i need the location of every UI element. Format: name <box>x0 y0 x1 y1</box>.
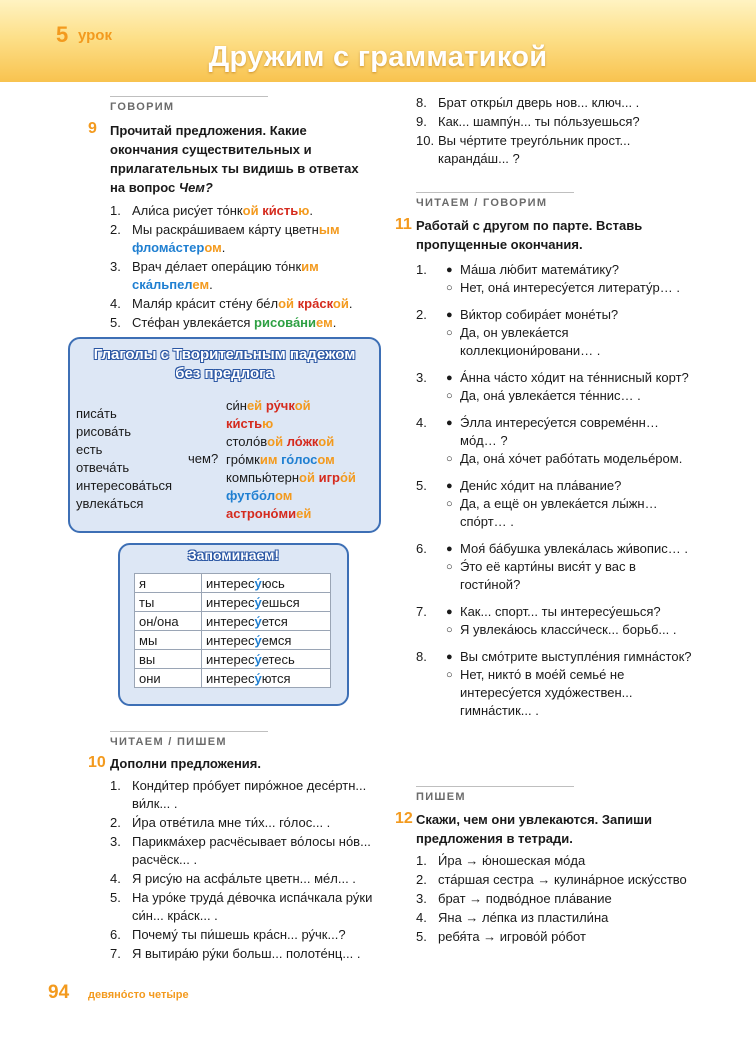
item-text: На уро́ке труда́ де́вочка испа́чкала ру́ки си́н... кра́ск... . <box>132 890 373 923</box>
verb-ending: ешься <box>261 594 300 610</box>
text-run: ом <box>275 488 293 503</box>
verb-ending: юсь <box>261 575 285 591</box>
item-number: 3. <box>416 891 427 906</box>
item-text: ребя́та → игрово́й ро́бот <box>438 929 586 944</box>
hollow-bullet-icon: ○ <box>446 327 453 339</box>
item-number: 2. <box>110 222 121 237</box>
list-item <box>110 221 380 257</box>
dialogue-question <box>446 603 696 621</box>
item-number: 1. <box>110 203 121 218</box>
item-number: 1. <box>110 778 121 793</box>
verb-ending: ется <box>261 613 288 629</box>
list-item <box>416 132 686 168</box>
list-item <box>416 94 686 112</box>
verbs-list <box>76 405 172 513</box>
page-number-words: девяно́сто четы́ре <box>88 989 189 1001</box>
item-number: 5. <box>110 890 121 905</box>
exercise-10-list <box>110 777 382 964</box>
verb-item: писа́ть <box>76 406 117 421</box>
text-run: . <box>348 296 353 311</box>
text-run: компью́терн <box>226 470 300 485</box>
text-run: ой <box>332 296 349 311</box>
item-number: 6. <box>110 927 121 942</box>
dialogue-item <box>416 306 696 360</box>
item-number: 10. <box>416 133 435 148</box>
item-text <box>132 203 313 218</box>
exercise-number-11: 11 <box>395 216 412 233</box>
text-run: гро́мк <box>226 452 260 467</box>
lesson-number: 5 <box>56 22 69 47</box>
verb-ending: емся <box>261 632 292 648</box>
pronoun-cell: вы <box>135 650 202 669</box>
dialogue-question <box>446 540 696 558</box>
text-run: Али́са рису́ет то́нк <box>132 203 243 218</box>
table-row <box>135 612 331 631</box>
dialogue-question <box>446 414 696 450</box>
list-item <box>110 945 382 963</box>
text-run: Врач де́лает опера́цию то́нк <box>132 259 302 274</box>
verbs-box-title-line2: без предлога <box>175 365 274 382</box>
answer-text: Нет, она́ интересу́ется литерату́р… . <box>460 280 680 295</box>
dialogue-question <box>446 477 696 495</box>
verb-item: интересова́ться <box>76 478 173 493</box>
table-row <box>135 593 331 612</box>
text-run: ой <box>294 398 311 413</box>
question-text: Вы смо́трите выступле́ния гимна́сток? <box>460 649 692 664</box>
objects-list <box>226 397 356 523</box>
text-run: Маля́р кра́сит сте́ну бе́л <box>132 296 279 311</box>
item-text: Парикма́хер расчёсывает во́лосы но́в... расчёск... . <box>132 834 371 867</box>
exercise-9-heading <box>110 121 368 197</box>
hollow-bullet-icon: ○ <box>446 498 453 510</box>
item-number: 5. <box>416 929 427 944</box>
exercise-9-list <box>110 202 380 333</box>
page-title: Дружим с грамматикой <box>208 41 548 73</box>
item-text: Яна → ле́пка из пластили́на <box>438 910 609 925</box>
answer-text: Э́то её карти́ны вися́т у вас в гости́ной? <box>460 559 636 592</box>
section-label-reading-writing: ЧИТАЕМ / ПИШЕМ <box>110 731 268 748</box>
hollow-bullet-icon: ○ <box>446 624 453 636</box>
question-text: Ви́ктор собира́ет моне́ты? <box>460 307 619 322</box>
item-number: 3. <box>110 259 121 274</box>
item-text: Брат откры́л дверь нов... ключ... . <box>438 95 640 110</box>
item-number: 9. <box>416 114 427 129</box>
object-item <box>226 451 356 469</box>
dialogue-answer <box>446 387 696 405</box>
list-item <box>110 889 382 925</box>
text-run: им <box>301 259 319 274</box>
text-run: ой <box>278 296 295 311</box>
verb-ending: ются <box>261 670 291 686</box>
text-run: столо́в <box>226 434 268 449</box>
dialogue-item <box>416 540 696 594</box>
hollow-bullet-icon: ○ <box>446 453 453 465</box>
list-item <box>416 928 696 946</box>
text-run: астроно́ми <box>226 506 297 521</box>
exercise-10-list-continued <box>416 94 686 169</box>
exercise-11-heading: Работай с другом по парте. Вставь пропущенные окончания. <box>416 218 643 252</box>
text-run: . <box>209 277 213 292</box>
text-run: ю <box>262 416 274 431</box>
verb-stem: интерес <box>206 670 255 686</box>
answer-text: Я увлека́юсь класси́ческ... борьб... . <box>460 622 677 637</box>
verb-stem: интерес <box>206 632 255 648</box>
verbs-box-title-line1: Глаголы с Творительным падежом <box>93 346 356 363</box>
section-label-reading-speaking: ЧИТАЕМ / ГОВОРИМ <box>416 192 574 209</box>
list-item <box>110 926 382 944</box>
stressed-vowel: у́ <box>254 651 262 667</box>
item-number: 4. <box>110 296 121 311</box>
stressed-vowel: у́ <box>254 670 262 686</box>
item-text <box>132 296 352 311</box>
verb-item: отвеча́ть <box>76 460 130 475</box>
item-number: 2. <box>110 815 121 830</box>
dialogue-answer <box>446 324 696 360</box>
verb-item: увлека́ться <box>76 496 144 511</box>
list-item <box>110 814 382 832</box>
list-item <box>416 890 696 908</box>
item-text: ста́ршая сестра → кулина́рное иску́сство <box>438 872 687 887</box>
item-number: 7. <box>110 946 121 961</box>
pronoun-cell: он/она <box>135 612 202 631</box>
filled-bullet-icon: ● <box>446 651 453 663</box>
text-run: . <box>309 203 314 218</box>
item-number: 6. <box>416 541 427 556</box>
item-number: 3. <box>110 834 121 849</box>
dialogue-answer <box>446 495 696 531</box>
pronoun-cell: мы <box>135 631 202 650</box>
header-banner <box>0 0 756 82</box>
stressed-vowel: у́ <box>254 613 262 629</box>
conjugation-table <box>134 573 331 688</box>
filled-bullet-icon: ● <box>446 417 453 429</box>
pronoun-cell: ты <box>135 593 202 612</box>
text-run: ки́сть <box>226 416 263 431</box>
dialogue-answer <box>446 558 696 594</box>
verb-stem: интерес <box>206 651 255 667</box>
list-item <box>416 852 696 870</box>
item-number: 1. <box>416 262 427 277</box>
dialogue-answer <box>446 279 696 297</box>
verb-stem: интерес <box>206 613 255 629</box>
answer-text: Да, она́ увлека́ется те́ннис… . <box>460 388 641 403</box>
stressed-vowel: у́ <box>254 575 262 591</box>
text-run: Мы раскра́шиваем ка́рту цветн <box>132 222 319 237</box>
question-text: Ма́ша лю́бит матема́тику? <box>460 262 619 277</box>
item-text <box>132 259 319 292</box>
table-row <box>135 669 331 688</box>
table-row <box>135 650 331 669</box>
text-run: им <box>259 452 278 467</box>
item-text: Вы че́ртите треуго́льник прост... каранда́ш... ? <box>438 133 631 166</box>
item-text: Почему́ ты пи́шешь кра́сн... ру́чк...? <box>132 927 346 942</box>
stressed-vowel: у́ <box>254 632 262 648</box>
text-run: . <box>332 315 337 330</box>
item-number: 4. <box>416 910 427 925</box>
verb-stem: интерес <box>206 575 255 591</box>
verb-form-cell <box>202 574 331 593</box>
item-number: 8. <box>416 649 427 664</box>
table-row <box>135 631 331 650</box>
filled-bullet-icon: ● <box>446 543 453 555</box>
item-number: 1. <box>416 853 427 868</box>
text-run: ю <box>298 203 310 218</box>
verbs-instrumental-box <box>68 337 381 533</box>
item-text: И́ра → ю́ношеская мо́да <box>438 853 586 868</box>
object-item <box>226 469 356 487</box>
text-run: . <box>221 240 226 255</box>
verb-stem: интерес <box>206 594 255 610</box>
text-run: го́лос <box>281 452 318 467</box>
list-item <box>110 295 380 313</box>
section-label-speaking: ГОВОРИМ <box>110 96 268 113</box>
exercise-9-instruction: Прочитай предложения. Какие окончания существительных и прилагательных ты видишь в ответах на вопрос <box>110 123 359 195</box>
text-run: ым <box>318 222 340 237</box>
object-item <box>226 505 356 523</box>
item-text: И́ра отве́тила мне ти́х... го́лос... . <box>132 815 331 830</box>
text-run: о́й <box>339 470 356 485</box>
list-item <box>416 871 696 889</box>
item-number: 8. <box>416 95 427 110</box>
filled-bullet-icon: ● <box>446 264 453 276</box>
text-run: ой <box>267 434 284 449</box>
list-item <box>110 870 382 888</box>
table-row <box>135 574 331 593</box>
item-text: брат → подво́дное пла́вание <box>438 891 612 906</box>
item-number: 5. <box>110 315 121 330</box>
dialogue-question <box>446 648 696 666</box>
text-run: ей <box>246 398 263 413</box>
dialogue-question <box>446 261 696 279</box>
verb-form-cell <box>202 612 331 631</box>
answer-text: Да, он увлека́ется коллекциони́ровани… . <box>460 325 601 358</box>
text-run: ом <box>317 452 335 467</box>
item-number: 7. <box>416 604 427 619</box>
exercise-9-question: Чем? <box>178 180 213 195</box>
filled-bullet-icon: ● <box>446 372 453 384</box>
answer-text: Да, она́ хо́чет рабо́тать модельéром. <box>460 451 683 466</box>
text-run: рисова́ни <box>254 315 317 330</box>
item-text <box>132 315 336 330</box>
text-run: футбо́л <box>226 488 276 503</box>
item-text <box>132 222 340 255</box>
list-item <box>110 202 380 220</box>
dialogue-question <box>446 369 696 387</box>
text-run: флома́стер <box>132 240 205 255</box>
verbs-box-title <box>70 345 379 383</box>
filled-bullet-icon: ● <box>446 309 453 321</box>
verbs-question: чем? <box>188 451 219 466</box>
dialogue-item <box>416 477 696 531</box>
item-text: Я вытира́ю ру́ки больш... полоте́нц... . <box>132 946 361 961</box>
item-number: 2. <box>416 872 427 887</box>
verb-item: есть <box>76 442 103 457</box>
item-text: Конди́тер про́бует пиро́жное десе́ртн... ви́лк... . <box>132 778 367 811</box>
item-number: 5. <box>416 478 427 493</box>
pronoun-cell: они <box>135 669 202 688</box>
remember-box <box>118 543 349 706</box>
object-item <box>226 415 356 433</box>
object-item <box>226 433 356 451</box>
filled-bullet-icon: ● <box>446 606 453 618</box>
dialogue-item <box>416 261 696 297</box>
dialogue-answer <box>446 666 696 720</box>
text-run: ру́чк <box>265 398 295 413</box>
verb-form-cell <box>202 593 331 612</box>
dialogue-item <box>416 414 696 468</box>
text-run: ой <box>242 203 259 218</box>
exercise-10-heading: Дополни предложения. <box>110 756 261 771</box>
item-number: 2. <box>416 307 427 322</box>
answer-text: Да, а ещё он увлека́ется лы́жн… спо́рт… . <box>460 496 658 529</box>
list-item <box>110 833 382 869</box>
hollow-bullet-icon: ○ <box>446 669 453 681</box>
object-item <box>226 397 356 415</box>
stressed-vowel: у́ <box>254 594 262 610</box>
text-run: кра́ск <box>297 296 333 311</box>
hollow-bullet-icon: ○ <box>446 561 453 573</box>
text-run: ло́жк <box>286 434 319 449</box>
exercise-number-12: 12 <box>395 810 413 827</box>
verb-form-cell <box>202 631 331 650</box>
dialogue-answer <box>446 621 696 639</box>
section-label-writing: ПИШЕМ <box>416 786 574 803</box>
page-number: 94 <box>48 982 70 1003</box>
item-number: 4. <box>416 415 427 430</box>
verb-form-cell <box>202 669 331 688</box>
verb-ending: етесь <box>261 651 295 667</box>
text-run: ска́льпел <box>132 277 193 292</box>
hollow-bullet-icon: ○ <box>446 282 453 294</box>
text-run: ем <box>316 315 333 330</box>
list-item <box>110 777 382 813</box>
pronoun-cell: я <box>135 574 202 593</box>
verb-form-cell <box>202 650 331 669</box>
question-text: Как... спорт... ты интересу́ешься? <box>460 604 661 619</box>
filled-bullet-icon: ● <box>446 480 453 492</box>
text-run: Сте́фан увлека́ется <box>132 315 255 330</box>
list-item <box>416 909 696 927</box>
exercise-12-heading: Скажи, чем они увлекаются. Запиши предложения в тетради. <box>416 812 652 846</box>
dialogue-answer <box>446 450 696 468</box>
item-number: 4. <box>110 871 121 886</box>
exercise-number-10: 10 <box>88 754 106 771</box>
question-text: А́нна ча́сто хо́дит на те́ннисный корт? <box>460 370 689 385</box>
exercise-12-list <box>416 852 696 947</box>
remember-title: Запоминаем! <box>187 547 280 563</box>
answer-text: Нет, никто́ в мое́й семье́ не интересу́ется худо́жествен... гимна́стик... . <box>460 667 633 718</box>
dialogue-item <box>416 603 696 639</box>
text-run: си́н <box>226 398 247 413</box>
list-item <box>110 258 380 294</box>
question-text: Э́лла интересу́ется совреме́нн… мо́д… ? <box>460 415 659 448</box>
list-item <box>416 113 686 131</box>
text-run: ем <box>192 277 210 292</box>
item-number: 3. <box>416 370 427 385</box>
item-text: Я рису́ю на асфа́льте цветн... ме́л... . <box>132 871 356 886</box>
exercise-11-dialogues <box>416 261 696 729</box>
text-run: ой <box>299 470 315 485</box>
dialogue-question <box>446 306 696 324</box>
question-text: Дени́с хо́дит на пла́вание? <box>460 478 622 493</box>
text-run: ки́сть <box>262 203 299 218</box>
text-run: ой <box>318 434 335 449</box>
list-item <box>110 314 380 332</box>
question-text: Моя́ ба́бушка увлека́лась жи́вопис… . <box>460 541 688 556</box>
text-run: ом <box>204 240 222 255</box>
hollow-bullet-icon: ○ <box>446 390 453 402</box>
text-run: игр <box>318 470 340 485</box>
lesson-label: урок <box>78 27 112 44</box>
verb-item: рисова́ть <box>76 424 132 439</box>
object-item <box>226 487 356 505</box>
dialogue-item <box>416 369 696 405</box>
text-run: ей <box>296 506 312 521</box>
exercise-number-9: 9 <box>88 120 97 137</box>
dialogue-item <box>416 648 696 720</box>
item-text: Как... шампу́н... ты по́льзуешься? <box>438 114 640 129</box>
